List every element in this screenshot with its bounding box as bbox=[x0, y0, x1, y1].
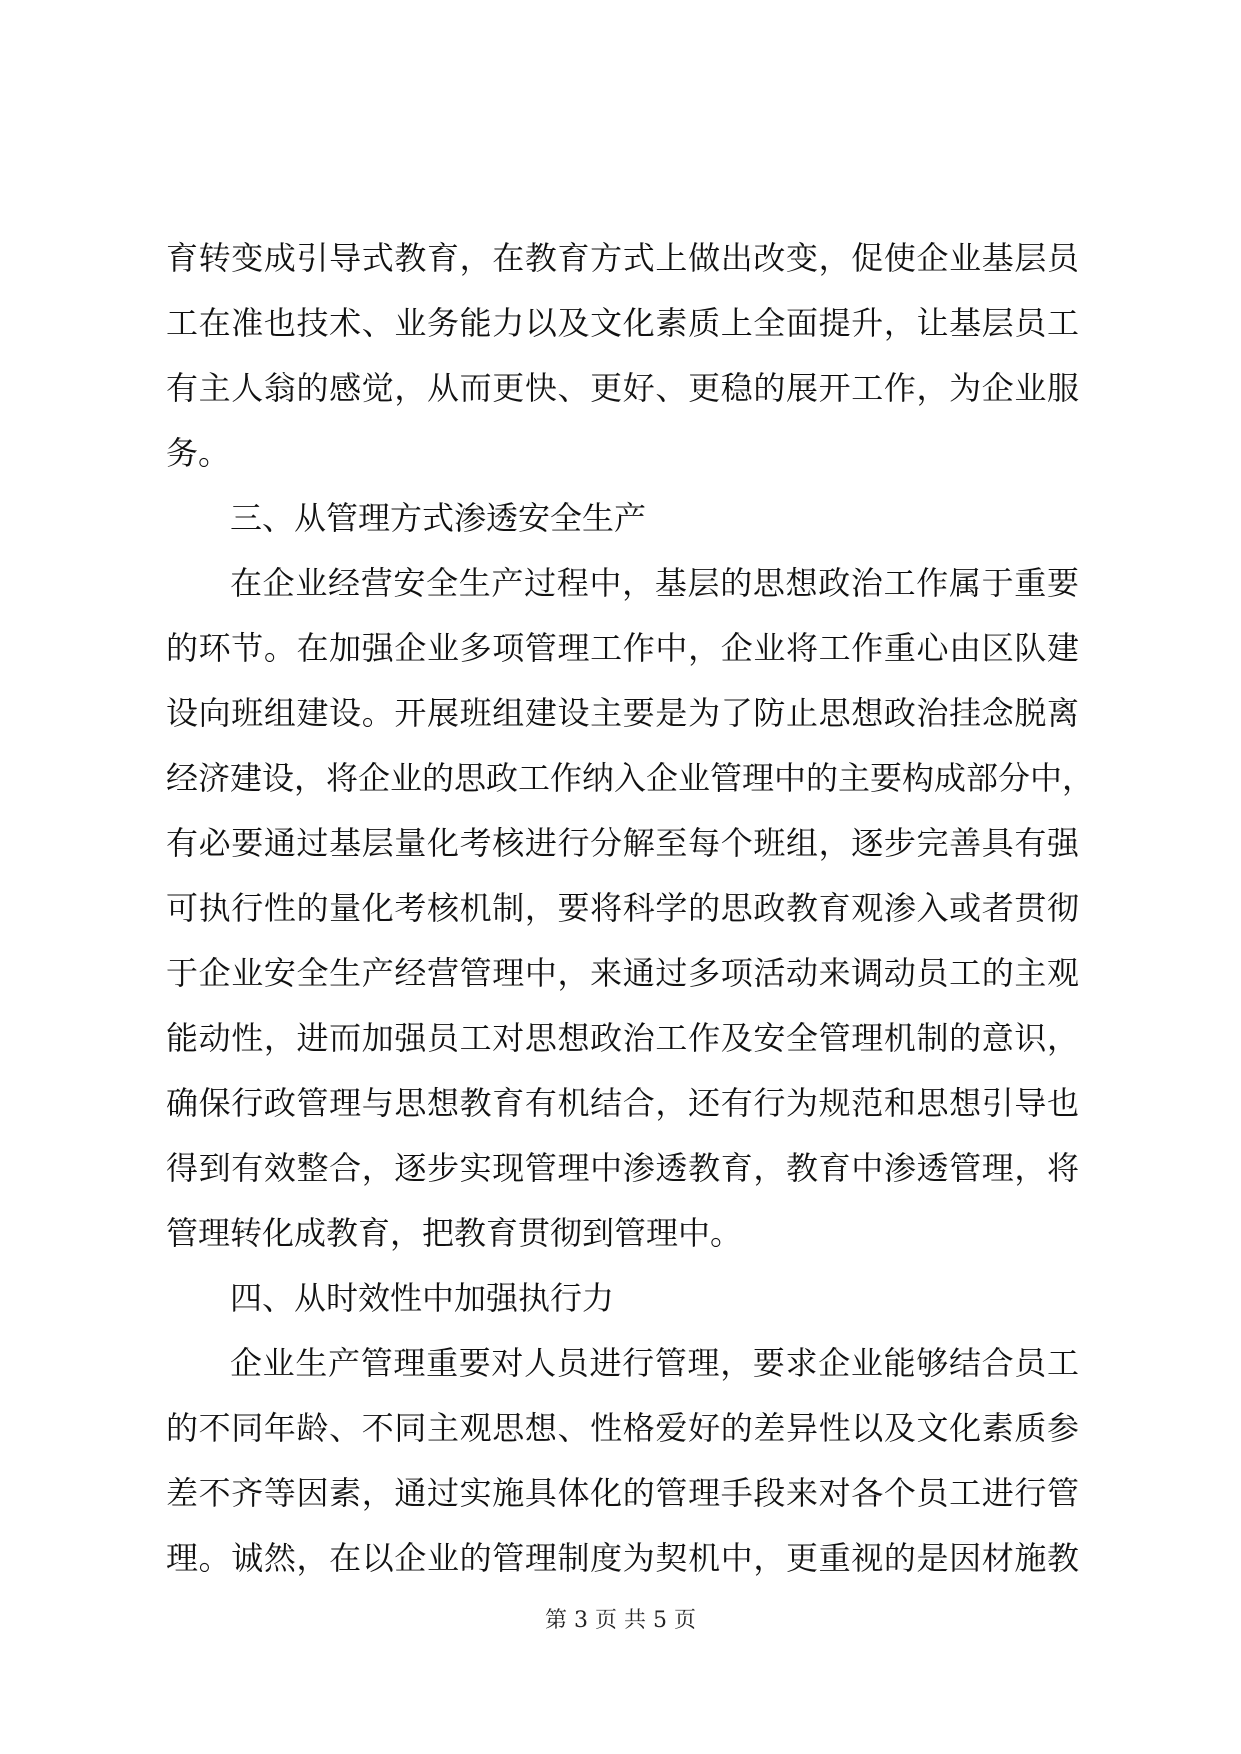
paragraph-line: 得到有效整合，逐步实现管理中渗透教育，教育中渗透管理，将 bbox=[166, 1149, 1079, 1187]
paragraph-line: 在企业经营安全生产过程中，基层的思想政治工作属于重要 bbox=[230, 564, 1079, 602]
paragraph-line: 的环节。在加强企业多项管理工作中，企业将工作重心由区队建 bbox=[166, 629, 1079, 667]
paragraph-line: 企业生产管理重要对人员进行管理，要求企业能够结合员工 bbox=[230, 1344, 1079, 1382]
paragraph-line: 差不齐等因素，通过实施具体化的管理手段来对各个员工进行管 bbox=[166, 1474, 1079, 1512]
paragraph-line: 设向班组建设。开展班组建设主要是为了防止思想政治挂念脱离 bbox=[166, 694, 1079, 732]
paragraph-line: 有必要通过基层量化考核进行分解至每个班组，逐步完善具有强 bbox=[166, 824, 1079, 862]
paragraph-line: 可执行性的量化考核机制，要将科学的思政教育观渗入或者贯彻 bbox=[166, 889, 1079, 927]
paragraph-line: 于企业安全生产经营管理中，来通过多项活动来调动员工的主观 bbox=[166, 954, 1079, 992]
paragraph-line: 育转变成引导式教育，在教育方式上做出改变，促使企业基层员 bbox=[166, 239, 1079, 277]
paragraph-line: 务。 bbox=[166, 434, 231, 472]
document-body bbox=[166, 226, 1095, 1591]
paragraph-line: 工在准也技术、业务能力以及文化素质上全面提升，让基层员工 bbox=[166, 304, 1079, 342]
paragraph-line: 能动性，进而加强员工对思想政治工作及安全管理机制的意识， bbox=[166, 1019, 1079, 1057]
section-heading: 四、从时效性中加强执行力 bbox=[230, 1279, 615, 1317]
paragraph-line: 管理转化成教育，把教育贯彻到管理中。 bbox=[166, 1214, 743, 1252]
section-heading: 三、从管理方式渗透安全生产 bbox=[230, 499, 647, 537]
paragraph-line: 理。诚然，在以企业的管理制度为契机中，更重视的是因材施教 bbox=[166, 1539, 1079, 1577]
page-number-footer: 第 3 页 共 5 页 bbox=[545, 1608, 696, 1633]
paragraph-line: 的不同年龄、不同主观思想、性格爱好的差异性以及文化素质参 bbox=[166, 1409, 1079, 1447]
paragraph-line: 经济建设，将企业的思政工作纳入企业管理中的主要构成部分中， bbox=[166, 759, 1095, 797]
paragraph-line: 确保行政管理与思想教育有机结合，还有行为规范和思想引导也 bbox=[166, 1084, 1079, 1122]
paragraph-line: 有主人翁的感觉，从而更快、更好、更稳的展开工作，为企业服 bbox=[166, 369, 1079, 407]
